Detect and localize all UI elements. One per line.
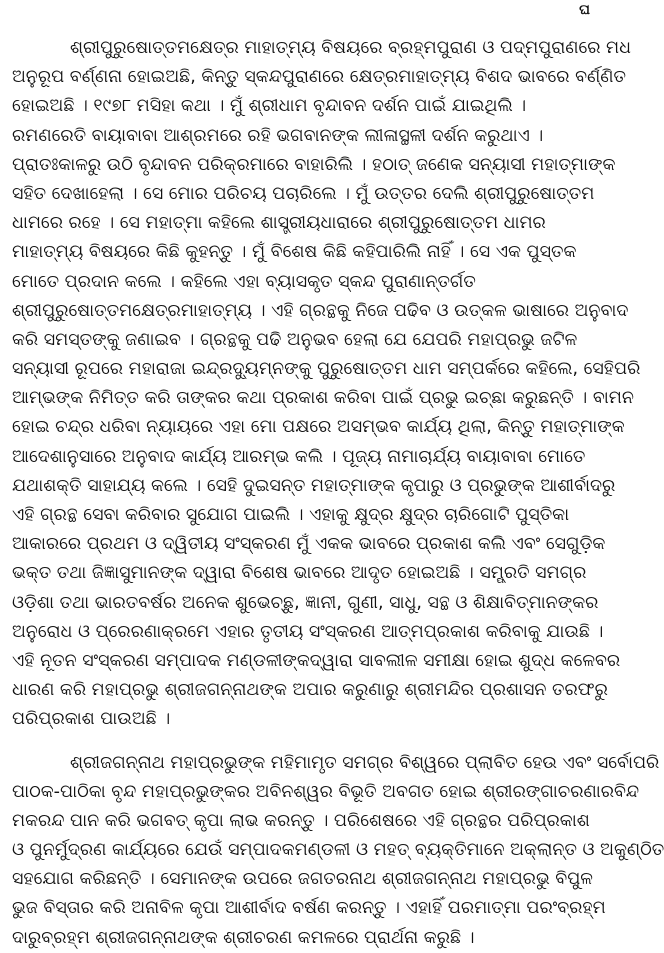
text-line: ସହିତ ଦେଖାହେଲା । ସେ ମୋର ପରିଚୟ ପଚାରିଲେ । ମୁଁ ଉତ୍ତର ଦେଲି ଶ୍ରୀପୁରୁଷୋତ୍ତମ (12, 183, 595, 204)
text-line: ଅନୁରୂପ ବର୍ଣ୍ଣନା ହୋଇଅଛି, କିନ୍ତୁ ସ୍କନ୍ଦପୁରାଣରେ କ୍ଷେତ୍ରମାହାତ୍ମ୍ୟ ବିଶଦ ଭାବରେ ବର୍ଣ୍ଣିତ (12, 67, 626, 88)
body-text (12, 34, 664, 953)
text-line: ଅନୁରୋଧ ଓ ପ୍ରେରଣାକ୍ରମେ ଏହାର ତୃତୀୟ ସଂସ୍କରଣ ଆତ୍ମପ୍ରକାଶ କରିବାକୁ ଯାଉଛି । (12, 621, 604, 642)
text-line: ଧାମରେ ରହେ । ସେ ମହାତ୍ମା କହିଲେ ଶାସ୍ତ୍ରୀୟଧାରାରେ ଶ୍ରୀପୁରୁଷୋତ୍ତମ ଧାମର (12, 213, 546, 234)
text-line: ଶ୍ରୀପୁରୁଷୋତ୍ତମକ୍ଷେତ୍ରମାହାତ୍ମ୍ୟ । ଏହି ଗ୍ରନ୍ଥକୁ ନିଜେ ପଢିବ ଓ ଉତ୍କଳ ଭାଷାରେ ଅନୁବାଦ (12, 300, 629, 321)
text-line: ଭକ୍ତ ତଥା ଜିଜ୍ଞାସୁମାନଙ୍କ ଦ୍ୱାରା ବିଶେଷ ଭାବରେ ଆଦୃତ ହୋଇଅଛି । ସମ୍ପ୍ରତି ସମଗ୍ର (12, 563, 587, 584)
text-line: ମୋତେ ପ୍ରଦାନ କଲେ । କହିଲେ ଏହା ବ୍ୟାସକୃତ ସ୍କନ୍ଦ ପୁରାଣାନ୍ତର୍ଗତ (12, 271, 476, 292)
text-line: ଓଡ଼ିଶା ତଥା ଭାରତବର୍ଷର ଅନେକ ଶୁଭେଚ୍ଛୁ, ଜ୍ଞାନୀ, ଗୁଣୀ, ସାଧୁ, ସନ୍ଥ ଓ ଶିକ୍ଷାବିତ୍‌ମାନଙ୍କର (12, 592, 599, 613)
text-line: ଆକାରରେ ପ୍ରଥମ ଓ ଦ୍ୱିତୀୟ ସଂସ୍କରଣ ମୁଁ ଏକକ ଭାବରେ ପ୍ରକାଶ କଲି ଏବଂ ସେଗୁଡ଼ିକ (12, 534, 606, 555)
text-line: କରି ସମସ୍ତଙ୍କୁ ଜଣାଇବ । ଗ୍ରନ୍ଥକୁ ପଢି ଅନୁଭବ ହେଲା ଯେ ଯେପରି ମହାପ୍ରଭୁ ଜଟିଳ (12, 329, 578, 350)
paragraph-2 (12, 749, 664, 953)
text-line: ପ୍ରାତଃକାଳରୁ ଉଠି ବୃନ୍ଦାବନ ପରିକ୍ରମାରେ ବାହାରିଲି । ହଠାତ୍ ଜଣେକ ସନ୍ୟାସୀ ମହାତ୍ମାଙ୍କ (12, 154, 616, 175)
text-line: ଯଥାଶକ୍ତି ସାହାଯ୍ୟ କଲେ । ସେହି ଦୁଇସନ୍ତ ମହାତ୍ମାଙ୍କ କୃପାରୁ ଓ ପ୍ରଭୁଙ୍କ ଆଶୀର୍ବାଦରୁ (12, 475, 616, 496)
text-line: ଆଦେଶାନୁସାରେ ଅନୁବାଦ କାର୍ଯ୍ୟ ଆରମ୍ଭ କଲି । ପୂଜ୍ୟ ନାମାଚାର୍ଯ୍ୟ ବାୟାବାବା ମୋତେ (12, 446, 586, 467)
text-line: ଦାରୁବ୍ରହ୍ମ ଶ୍ରୀଜଗନ୍ନାଥଙ୍କ ଶ୍ରୀଚରଣ କମଳରେ ପ୍ରାର୍ଥନା କରୁଛି । (12, 927, 475, 948)
text-line: ଏହି ନୂତନ ସଂସ୍କରଣ ସମ୍ପାଦକ ମଣ୍ଡଳୀଙ୍କଦ୍ୱାରା ସାବଲୀଳ ସମୀକ୍ଷା ହୋଇ ଶୁଦ୍ଧ କଳେବର (12, 650, 621, 671)
text-line: ପାଠକ-ପାଠିକା ବୃନ୍ଦ ମହାପ୍ରଭୁଙ୍କର ଅବିନଶ୍ୱର ବିଭୂତି ଅବଗତ ହୋଇ ଶ୍ରୀରଙ୍ଗାଚରଣାରବିନ୍ଦ (12, 781, 640, 802)
text-line: ପରିପ୍ରକାଶ ପାଉଅଛି । (12, 709, 171, 730)
text-line: ଆମ୍ଭଙ୍କ ନିମିତ୍ତ କରି ତାଙ୍କର କଥା ପ୍ରକାଶ କରିବା ପାଇଁ ପ୍ରଭୁ ଇଚ୍ଛା କରୁଛନ୍ତି । ବାମନ (12, 388, 634, 409)
text-line: ମକରନ୍ଦ ପାନ କରି ଭଗବତ୍ କୃପା ଲାଭ କରନ୍ତୁ । ପରିଶେଷରେ ଏହି ଗ୍ରନ୍ଥର ପରିପ୍ରକାଶ (12, 810, 590, 831)
page-number: ଘ (579, 2, 590, 18)
text-line: ଶ୍ରୀପୁରୁଷୋତ୍ତମକ୍ଷେତ୍ର ମାହାତ୍ମ୍ୟ ବିଷୟରେ ବ୍ରହ୍ମପୁରାଣ ଓ ପଦ୍ମପୁରାଣରେ ମଧ (70, 38, 631, 58)
text-line: ଶ୍ରୀଜଗନ୍ନାଥ ମହାପ୍ରଭୁଙ୍କ ମହିମାମୃତ ସମଗ୍ର ବିଶ୍ୱରେ ପ୍ଲାବିତ ହେଉ ଏବଂ ସର୍ବୋପରି (70, 752, 660, 773)
text-line: ରମଣରେତି ବାୟାବାବା ଆଶ୍ରମରେ ରହି ଭଗବାନଙ୍କ ଲୀଳାସ୍ଥଳୀ ଦର୍ଶନ କରୁଥାଏ । (12, 125, 544, 146)
text-line: ଏହି ଗ୍ରନ୍ଥ ସେବା କରିବାର ସୁଯୋଗ ପାଇଲି । ଏହାକୁ କ୍ଷୁଦ୍ର କ୍ଷୁଦ୍ର ଚାରିଗୋଟି ପୁସ୍ତିକା (12, 505, 570, 525)
paragraph-gap (12, 735, 588, 749)
text-line: ଭୁଜ ବିସ୍ତାର କରି ଅନାବିଳ କୃପା ଆଶୀର୍ବାଦ ବର୍ଷଣ କରନ୍ତୁ । ଏହାହିଁ ପରମାତ୍ମା ପରଂବ୍ରହ୍ମ (12, 898, 606, 919)
text-line: ହୋଇ ଚନ୍ଦ୍ର ଧରିବା ନ୍ୟାୟରେ ଏହା ମୋ ପକ୍ଷରେ ଅସମ୍ଭବ କାର୍ଯ୍ୟ ଥିଲା, କିନ୍ତୁ ମହାତ୍ମାଙ୍କ (12, 417, 625, 438)
text-line: ମାହାତ୍ମ୍ୟ ବିଷୟରେ କିଛି କୁହନ୍ତୁ । ମୁଁ ବିଶେଷ କିଛି କହିପାରିଲି ନାହିଁ । ସେ ଏକ ପୁସ୍ତକ (12, 242, 577, 263)
paragraph-1 (12, 34, 641, 735)
text-line: ଧାରଣ କରି ମହାପ୍ରଭୁ ଶ୍ରୀଜଗନ୍ନାଥଙ୍କ ଅପାର କରୁଣାରୁ ଶ୍ରୀମନ୍ଦିର ପ୍ରଶାସନ ତରଫରୁ (12, 680, 608, 701)
text-line: ସନ୍ୟାସୀ ରୂପରେ ମହାରାଜା ଇନ୍ଦ୍ରଦ୍ୟୁମ୍ନଙ୍କୁ ପୁରୁଷୋତ୍ତମ ଧାମ ସମ୍ପର୍କରେ କହିଲେ, ସେହିପରି (12, 359, 641, 380)
text-line: ହୋଇଅଛି । ୧୯୭୮ ମସିହା କଥା । ମୁଁ ଶ୍ରୀଧାମ ବୃନ୍ଦାବନ ଦର୍ଶନ ପାଇଁ ଯାଇଥିଲି । (12, 96, 527, 117)
text-line: ସହଯୋଗ କରିଛନ୍ତି । ସେମାନଙ୍କ ଉପରେ ଜଗତରନାଥ ଶ୍ରୀଜଗନ୍ନାଥ ମହାପ୍ରଭୁ ବିପୁଳ (12, 869, 593, 890)
text-line: ଓ ପୁନର୍ମୁଦ୍ରଣ କାର୍ଯ୍ୟରେ ଯେଉଁ ସମ୍ପାଦକମଣ୍ଡଳୀ ଓ ମହତ୍ ବ୍ୟକ୍ତିମାନେ ଅକ୍ଲାନ୍ତ ଓ ଅକୁଣ୍ଠିତ (12, 840, 664, 861)
